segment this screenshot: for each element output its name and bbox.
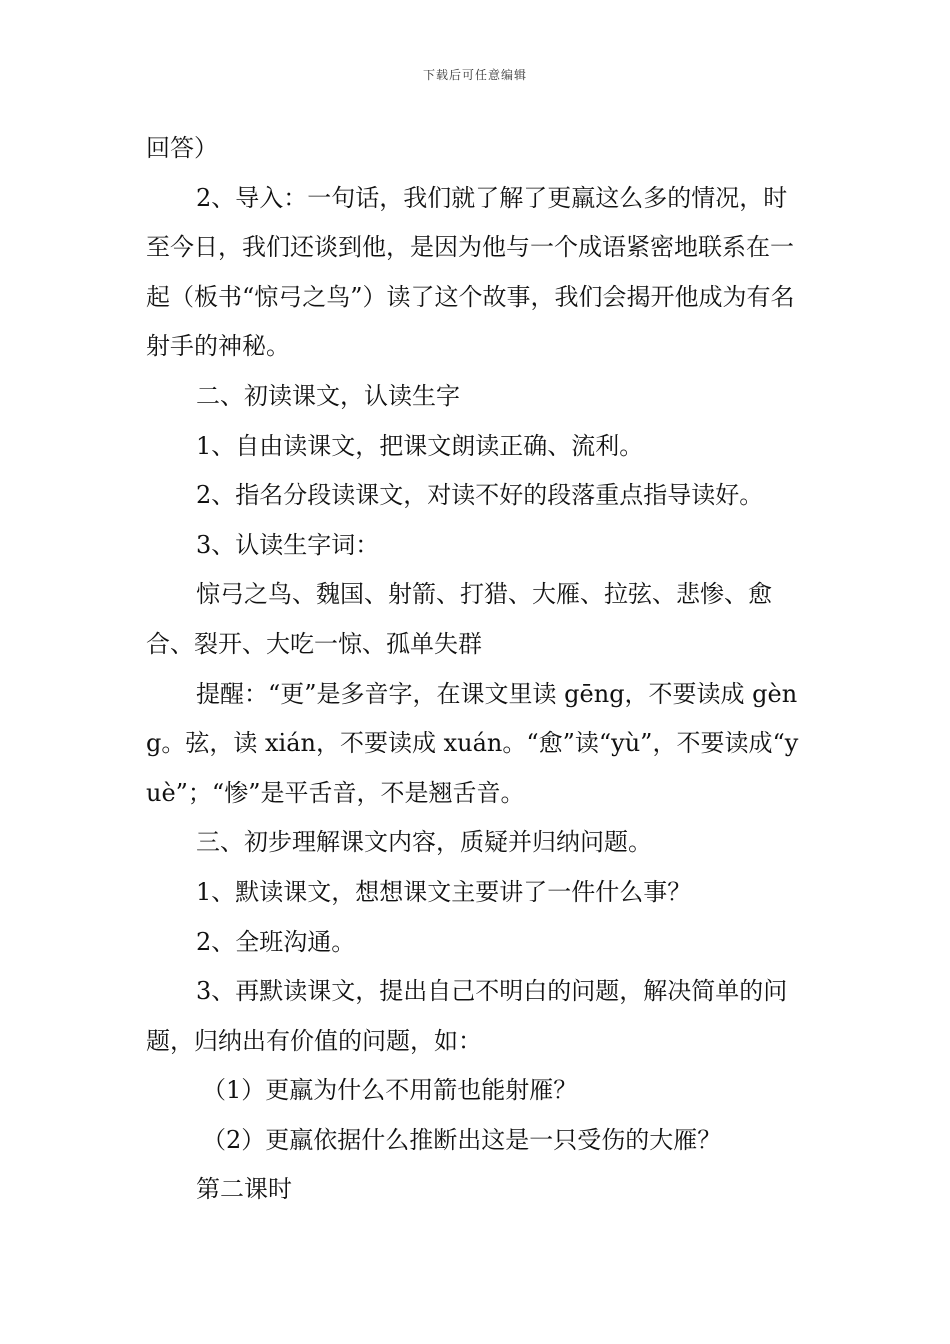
pronunciation-note: 提醒：“更”是多音字，在课文里读 gēng，不要读成 gèng。弦，读 xián，不要读成 xuán。“愈”读“yù”，不要读成“yuè”；“惨”是平舌音，不是翘舌音。 [146,679,799,807]
paragraph: 2、导入：一句话，我们就了解了更羸这么多的情况，时至今日，我们还谈到他，是因为他与一个成语紧密地联系在一起（板书“惊弓之鸟”）读了这个故事，我们会揭开他成为有名射手的神秘。 [146,183,795,361]
document-body [146,124,810,1215]
section-heading: 二、初读课文，认读生字 [196,381,460,410]
paragraph: 1、自由读课文，把课文朗读正确、流利。 [196,431,644,460]
lesson-heading: 第二课时 [196,1175,292,1204]
page-header: 下载后可任意编辑 [422,68,527,82]
paragraph: 3、认读生字词： [196,530,380,559]
paragraph: 3、再默读课文，提出自己不明白的问题，解决简单的问题，归纳出有价值的问题，如： [146,977,788,1055]
vocabulary-list: 惊弓之鸟、魏国、射箭、打猎、大雁、拉弦、悲惨、愈合、裂开、大吃一惊、孤单失群 [146,580,772,658]
paragraph: 2、全班沟通。 [196,927,356,956]
paragraph: 2、指名分段读课文，对读不好的段落重点指导读好。 [196,481,764,510]
paragraph: 回答） [146,134,218,162]
paragraph: 1、默读课文，想想课文主要讲了一件什么事？ [196,877,692,906]
section-heading: 三、初步理解课文内容，质疑并归纳问题。 [196,828,652,857]
question-item: （2）更羸依据什么推断出这是一只受伤的大雁？ [202,1125,722,1154]
question-item: （1）更羸为什么不用箭也能射雁？ [202,1076,578,1105]
